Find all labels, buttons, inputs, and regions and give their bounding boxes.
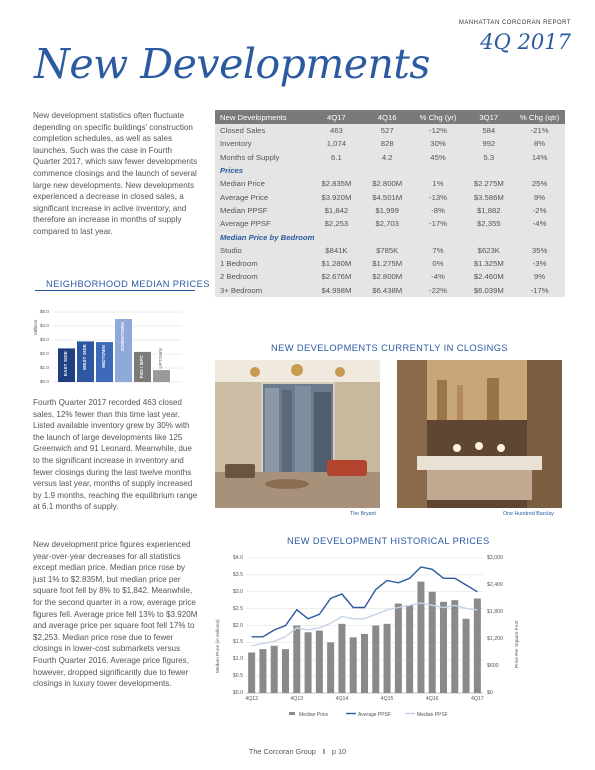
median-price-bar <box>429 592 436 693</box>
right-tick-label: $600 <box>487 663 499 669</box>
table-cell: 25% <box>531 179 548 189</box>
neighborhood-axis-title: Millions <box>33 319 38 335</box>
legend-swatch <box>289 712 295 715</box>
footer-divider: I <box>322 747 325 756</box>
table-subheading-row <box>215 230 565 243</box>
bar-label: FIDI / BPC <box>139 354 144 379</box>
median-price-bar <box>282 649 289 693</box>
median-price-bar <box>372 626 379 694</box>
row-label: Median PPSF <box>220 205 268 215</box>
bar-label: UPTOWN <box>158 348 163 369</box>
left-tick-label: $1.0 <box>232 656 243 663</box>
table-cell: $841K <box>325 245 348 255</box>
table-cell: $1,842 <box>324 205 349 215</box>
table-cell: $2,253 <box>324 219 349 229</box>
left-tick-label: $0.5 <box>232 673 243 680</box>
y-tick-label: $5.0 <box>40 309 49 314</box>
table-cell: 828 <box>380 139 394 149</box>
table-cell: -21% <box>530 126 549 136</box>
neighborhood-chart <box>30 297 190 389</box>
table-cell: 9% <box>534 272 546 282</box>
footer-company: The Corcoran Group <box>248 747 316 756</box>
y-tick-label: $0.0 <box>40 379 49 384</box>
report-label: MANHATTAN CORCORAN REPORT <box>458 20 571 26</box>
table-cell: -17% <box>429 219 447 229</box>
table-cell: 7% <box>432 245 444 255</box>
table-row <box>215 151 565 164</box>
median-price-bar <box>406 605 413 693</box>
intro-paragraph: New development statistics often fluctuate depending on specific buildings' construction completion schedules, as well as sales launches. Such was the case in Fourth Quarter 2017, which saw fewer developments commence closings and the launch of several large new developments. New developments experienced a decrease in closed sales, a significant increase in active inventory, and therefore an increase in months of supply compared to last year. <box>33 111 198 236</box>
table-cell: $785K <box>376 245 399 255</box>
table-cell: 1% <box>432 179 444 189</box>
table-row <box>215 270 565 283</box>
table-header-row <box>215 110 565 124</box>
table-cell: $1.280M <box>321 259 352 269</box>
table-cell: $3.920M <box>321 192 352 202</box>
table-header: New Developments <box>220 112 287 122</box>
table-cell: 6.1 <box>331 152 342 162</box>
table-cell: $2,355 <box>477 219 501 229</box>
quarter-label: 4Q 2017 <box>480 30 571 54</box>
table-cell: $6.039M <box>473 285 504 295</box>
right-tick-label: $1,200 <box>487 636 503 642</box>
body-paragraph-2: New development price figures experienced year-over-year decreases for all statistics except median price. Median price rose by just 1% to $2.835M, but median price per square foot fell by 8% to $1,842. Meanwhile, for the second quarter in a row, average price figures fell. Average price fell 13% to $3.920M and average price per square foot fell 17% to $2,253. Median price rose due to fewer closings in lower-cost submarkets versus Fourth Quarter 2016. Average price figures, however, dropped significantly due to fewer closings in luxury tower developments. <box>33 540 198 689</box>
row-label: Studio <box>220 245 242 255</box>
left-tick-label: $3.0 <box>232 588 243 595</box>
table-cell: 584 <box>482 126 496 136</box>
left-tick-label: $2.5 <box>232 605 243 612</box>
statistics-table <box>215 110 565 297</box>
bar-label: WEST SIDE <box>82 344 87 371</box>
table-cell: 992 <box>482 139 496 149</box>
median-price-bar <box>271 646 278 693</box>
table-cell: $4.501M <box>372 192 403 202</box>
table-cell: 4.2 <box>381 152 393 162</box>
table-cell: -17% <box>530 285 549 295</box>
row-label: 2 Bedroom <box>220 272 258 282</box>
footer-page: p 10 <box>331 747 347 756</box>
left-tick-label: $1.5 <box>232 639 243 646</box>
table-cell: 1,074 <box>326 139 347 149</box>
table-row <box>215 190 565 203</box>
median-price-bar <box>395 604 402 693</box>
table-subheading-row <box>215 164 565 177</box>
table-cell: $2.460M <box>473 272 504 282</box>
median-price-bar <box>417 582 424 693</box>
median-price-bar <box>474 599 481 694</box>
row-label: 3+ Bedroom <box>220 285 263 295</box>
table-cell: $3.586M <box>473 192 504 202</box>
x-tick-label: 4Q14 <box>335 696 349 702</box>
row-label: Average PPSF <box>220 219 271 229</box>
table-header: 3Q17 <box>479 112 499 122</box>
median-price-bar <box>338 624 345 693</box>
table-header: 4Q17 <box>326 112 346 122</box>
table-cell: -12% <box>429 126 447 136</box>
table-cell: 0% <box>432 259 444 269</box>
median-price-bar <box>259 649 266 693</box>
table-row <box>215 244 565 257</box>
median-price-bar <box>248 653 255 694</box>
row-label: Months of Supply <box>220 152 280 162</box>
median-price-bar <box>451 600 458 693</box>
table-cell: $1,999 <box>375 205 399 215</box>
neighborhood-bar <box>153 370 170 382</box>
row-label: Average Price <box>220 192 269 202</box>
row-label: 1 Bedroom <box>220 259 258 269</box>
legend-label: Median Price <box>299 712 329 718</box>
table-cell: 35% <box>531 245 548 255</box>
table-cell: 8% <box>534 139 546 149</box>
table-cell: $2.800M <box>372 179 403 189</box>
table-cell: 463 <box>329 126 343 136</box>
table-cell: $2.676M <box>321 272 352 282</box>
photo-the-bryant <box>215 360 380 508</box>
right-tick-label: $3,000 <box>487 555 503 561</box>
median-price-bar <box>384 624 391 693</box>
left-tick-label: $4.0 <box>232 555 243 561</box>
x-tick-label: 4Q13 <box>290 696 304 702</box>
median-price-bar <box>327 642 334 693</box>
x-tick-label: 4Q17 <box>470 696 484 702</box>
bar-label: DOWNTOWN <box>120 322 125 351</box>
x-tick-label: 4Q15 <box>380 696 394 702</box>
median-price-bar <box>316 631 323 693</box>
table-cell: $1.325M <box>473 259 504 269</box>
table-cell: $623K <box>477 245 500 255</box>
table-cell: $4.998M <box>321 285 352 295</box>
closings-heading: NEW DEVELOPMENTS CURRENTLY IN CLOSINGS <box>271 343 508 353</box>
right-axis-title: Price Per Square Foot <box>515 620 520 668</box>
neighborhood-heading: NEIGHBORHOOD MEDIAN PRICES <box>46 279 210 289</box>
table-cell: $1,882 <box>477 205 501 215</box>
y-tick-label: $4.0 <box>40 323 49 328</box>
table-header: 4Q16 <box>377 112 397 122</box>
table-cell: $2.275M <box>473 179 504 189</box>
left-axis-title: Median Price (in millions) <box>216 619 221 673</box>
heading-divider <box>35 290 195 291</box>
left-tick-label: $0.0 <box>232 690 243 696</box>
table-cell: 30% <box>430 139 446 149</box>
table-row <box>215 217 565 230</box>
table-row <box>215 124 565 137</box>
y-tick-label: $2.0 <box>40 351 49 356</box>
row-label: Median Price <box>220 179 265 189</box>
left-tick-label: $2.0 <box>232 622 243 629</box>
footer <box>0 747 595 756</box>
row-label: Inventory <box>220 139 252 149</box>
table-row <box>215 284 565 297</box>
right-tick-label: $2,400 <box>487 582 503 588</box>
table-cell: 14% <box>531 152 548 162</box>
x-tick-label: 4Q12 <box>245 696 258 702</box>
median-price-bar <box>305 632 312 693</box>
median-price-bar <box>463 619 470 693</box>
caption-one-hundred-barclay: One Hundred Barclay <box>503 511 554 517</box>
y-tick-label: $3.0 <box>40 337 49 342</box>
table-cell: -22% <box>429 285 447 295</box>
median-price-bar <box>293 626 300 694</box>
median-price-bar <box>350 637 357 693</box>
median-price-bar <box>361 634 368 693</box>
table-row <box>215 177 565 190</box>
historical-heading: NEW DEVELOPMENT HISTORICAL PRICES <box>287 536 490 546</box>
table-row <box>215 137 565 150</box>
table-cell: -2% <box>532 205 547 215</box>
table-cell: $6.438M <box>372 285 403 295</box>
table-cell: 5.3 <box>483 152 495 162</box>
table-cell: -4% <box>532 219 547 229</box>
photo-one-hundred-barclay <box>397 360 562 508</box>
x-tick-label: 4Q16 <box>425 696 439 702</box>
table-cell: 9% <box>534 192 546 202</box>
right-tick-label: $1,800 <box>487 609 503 615</box>
table-cell: 45% <box>430 152 446 162</box>
table-header: % Chg (yr) <box>419 112 457 122</box>
page-title: New Developments <box>34 40 430 88</box>
row-label: Closed Sales <box>220 126 266 136</box>
table-subheading: Prices <box>220 166 244 176</box>
legend-label: Median PPSF <box>417 712 448 718</box>
bar-label: MIDTOWN <box>101 345 106 368</box>
table-cell: -13% <box>429 192 447 202</box>
table-cell: $2,703 <box>375 219 399 229</box>
table-cell: -8% <box>431 205 445 215</box>
table-row <box>215 257 565 270</box>
right-tick-label: $0 <box>487 690 493 696</box>
median-price-bar <box>440 602 447 693</box>
table-cell: 527 <box>380 126 394 136</box>
legend-label: Average PPSF <box>358 712 391 718</box>
table-cell: $2.835M <box>321 179 352 189</box>
body-paragraph-1: Fourth Quarter 2017 recorded 463 closed sales, 12% fewer than this time last year. Listed available inventory grew by 30% with the launch of large developments like 125 Greenwich and 91 Leonard. Meanwhile, due to the significant increase in inventory and fewer closings during the last twelve months versus last year, months of supply increased by 1.9 months, reaching the equilibrium range at 6.1 months of supply. <box>33 398 198 512</box>
table-row <box>215 204 565 217</box>
left-tick-label: $3.5 <box>232 571 243 578</box>
y-tick-label: $1.0 <box>40 365 49 370</box>
bar-label: EAST SIDE <box>63 351 68 377</box>
table-subheading: Median Price by Bedroom <box>220 232 315 242</box>
table-header: % Chg (qtr) <box>519 112 560 122</box>
caption-the-bryant: The Bryant <box>350 511 376 517</box>
table-cell: -4% <box>431 272 445 282</box>
table-cell: -3% <box>532 259 547 269</box>
table-cell: $1.275M <box>372 259 403 269</box>
table-cell: $2.800M <box>372 272 403 282</box>
